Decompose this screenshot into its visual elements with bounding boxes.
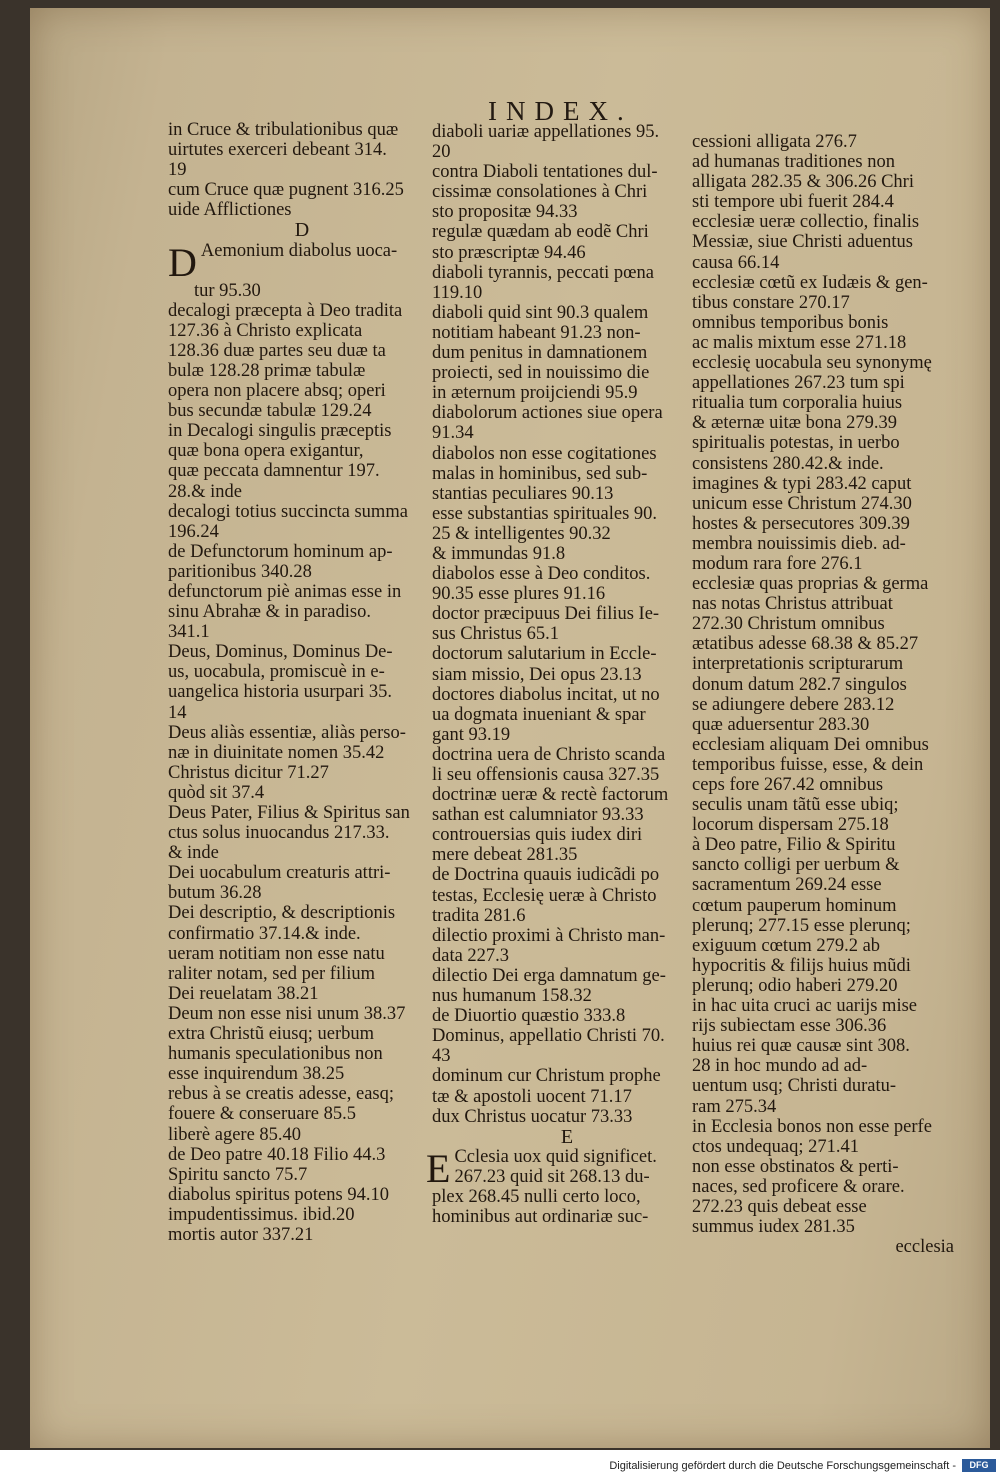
index-line: diaboli tyrannis, peccati pœna — [432, 262, 654, 283]
index-line: diabolus spiritus potens 94.10 — [168, 1184, 389, 1205]
index-line: cissimæ consolationes à Chri — [432, 182, 648, 203]
index-line: Christus dicitur 71.27 — [168, 762, 329, 783]
index-line: alligata 282.35 & 306.26 Chri — [692, 172, 914, 193]
index-line: seculis unam tãtũ esse ubiq; — [692, 795, 899, 816]
index-line: & immundas 91.8 — [432, 543, 566, 564]
index-line: quæ peccata damnentur 197. — [168, 461, 380, 482]
index-line: 267.23 quid sit 268.13 du- — [454, 1166, 650, 1187]
index-line: huius rei quæ causæ sint 308. — [692, 1036, 910, 1057]
index-line: doctrina uera de Christo scanda — [432, 744, 666, 765]
index-line: membra nouissimis dieb. ad- — [692, 533, 906, 554]
entry-group — [168, 301, 436, 1245]
index-line: hostes & persecutores 309.39 — [692, 513, 910, 534]
index-line: tæ & apostoli uocent 71.17 — [432, 1086, 632, 1107]
index-line: diaboli quid sint 90.3 qualem — [432, 302, 649, 323]
index-line: unicum esse Christum 274.30 — [692, 493, 912, 514]
index-line: consistens 280.42.& inde. — [692, 453, 884, 474]
index-line: & æternæ uitæ bona 279.39 — [692, 413, 898, 434]
index-line: doctorum salutarium in Eccle- — [432, 644, 657, 665]
index-line: in Cruce & tribulationibus quæ — [168, 120, 399, 140]
index-line: Deus aliàs essentiæ, aliàs perso- — [168, 722, 406, 743]
index-line: confirmatio 37.14.& inde. — [168, 923, 361, 944]
index-line: 196.24 — [168, 521, 219, 542]
index-line: tur 95.30 — [194, 280, 261, 301]
d-section-opening — [168, 241, 436, 301]
index-line: Dominus, appellatio Christi 70. — [432, 1026, 665, 1047]
footer-bar — [0, 1450, 1000, 1480]
index-line: stantias peculiares 90.13 — [432, 483, 614, 504]
index-line: locorum dispersam 275.18 — [692, 815, 889, 836]
index-line: in æternum proijciendi 95.9 — [432, 383, 638, 404]
entry-group — [432, 1147, 702, 1227]
index-line: sathan est calumniator 93.33 — [432, 805, 644, 826]
index-column-2 — [426, 122, 702, 1228]
index-column-3 — [692, 132, 964, 1257]
index-line: ecclesiæ quas proprias & germa — [692, 574, 929, 595]
index-line: Cclesia uox quid significet. — [454, 1146, 657, 1167]
index-line: 128.36 duæ partes seu duæ ta — [168, 340, 386, 361]
initial-letter-e: E — [426, 1145, 451, 1191]
dfg-logo: DFG — [962, 1459, 996, 1472]
index-line: regulæ quædam ab eodẽ Chri — [432, 222, 649, 243]
index-line: Dei reuelatam 38.21 — [168, 983, 319, 1004]
index-line: ceps fore 267.42 omnibus — [692, 775, 884, 795]
index-line: sacramentum 269.24 esse — [692, 875, 882, 896]
index-line: 43 — [432, 1046, 451, 1067]
index-line: doctor præcipuus Dei filius Ie- — [432, 604, 660, 625]
index-line: 272.30 Christum omnibus — [692, 614, 885, 635]
index-line: decalogi præcepta à Deo tradita — [168, 300, 403, 321]
index-line: esse substantias spirituales 90. — [432, 503, 658, 524]
index-line: modum rara fore 276.1 — [692, 553, 863, 574]
index-line: doctrinæ ueræ & rectè factorum — [432, 785, 669, 806]
catchword: ecclesia — [895, 1237, 954, 1258]
section-letter-e: E — [560, 1125, 574, 1148]
index-line: temporibus fuisse, esse, & dein — [692, 754, 924, 775]
index-line: non esse obstinatos & perti- — [692, 1156, 899, 1177]
index-line: Deum non esse nisi unum 38.37 — [168, 1003, 406, 1024]
index-line: appellationes 267.23 tum spi — [692, 373, 905, 394]
index-line: Deus Pater, Filius & Spiritus san — [168, 803, 410, 823]
index-line: plerunq; odio haberi 279.20 — [692, 975, 898, 996]
index-line: sinu Abrahæ & in paradiso. — [168, 602, 371, 623]
index-line: 28 in hoc mundo ad ad- — [692, 1056, 868, 1077]
index-line: defunctorum piè animas esse in — [168, 581, 402, 602]
index-line: ua dogmata inueniant & spar — [432, 704, 646, 725]
index-line: us, uocabula, promiscuè in e- — [168, 662, 385, 683]
index-line: nus humanum 158.32 — [432, 986, 592, 1007]
index-line: contra Diaboli tentationes dul- — [432, 162, 658, 183]
index-line: liberè agere 85.40 — [168, 1124, 302, 1145]
index-line: siam missio, Dei opus 23.13 — [432, 664, 642, 685]
funding-note: Digitalisierung gefördert durch die Deutsche Forschungsgemeinschaft - — [609, 1460, 956, 1472]
index-line: malas in hominibus, sed sub- — [432, 463, 648, 484]
index-line: ecclesię uocabula seu synonymę — [692, 353, 932, 374]
index-line: decalogi totius succincta summa — [168, 501, 408, 522]
index-column-1 — [168, 120, 436, 1245]
index-line: 19 — [168, 160, 187, 181]
index-line: opera non placere absq; operi — [168, 381, 386, 402]
index-line: summus iudex 281.35 — [692, 1217, 855, 1238]
index-line: ad humanas traditiones non — [692, 152, 895, 173]
index-line: notitiam habeant 91.23 non- — [432, 322, 641, 343]
index-line: in Decalogi singulis præceptis — [168, 421, 392, 442]
index-line: uide Afflictiones — [168, 200, 292, 221]
entry-group — [168, 120, 436, 220]
index-line: gant 93.19 — [432, 724, 511, 745]
index-line: sus Christus 65.1 — [432, 624, 559, 645]
index-line: donum datum 282.7 singulos — [692, 674, 907, 695]
index-line: proiecti, sed in nouissimo die — [432, 363, 650, 384]
index-line: quæ bona opera exigantur, — [168, 441, 364, 462]
index-line: quæ aduersentur 283.30 — [692, 714, 870, 735]
index-line: bulæ 128.28 primæ tabulæ — [168, 360, 366, 381]
index-line: 91.34 — [432, 423, 474, 444]
index-line: ritualia tum corporalia huius — [692, 393, 903, 414]
index-line: Spiritu sancto 75.7 — [168, 1164, 308, 1185]
index-line: ctus solus inuocandus 217.33. — [168, 823, 390, 844]
index-line: Dei uocabulum creaturis attri- — [168, 863, 391, 884]
index-line: impudentissimus. ibid.20 — [168, 1204, 355, 1225]
initial-letter-d: D — [168, 239, 197, 285]
index-line: se adiungere debere 283.12 — [692, 694, 895, 715]
index-line: de Deo patre 40.18 Filio 44.3 — [168, 1144, 386, 1165]
index-line: extra Christũ eiusq; uerbum — [168, 1024, 375, 1045]
page-title: INDEX. — [488, 96, 633, 126]
index-line: plerunq; 277.15 esse plerunq; — [692, 915, 911, 936]
index-line: rijs subiectam esse 306.36 — [692, 1016, 887, 1037]
index-line: dilectio Dei erga damnatum ge- — [432, 965, 666, 986]
index-line: humanis speculationibus non — [168, 1044, 383, 1065]
index-line: dilectio proximi à Christo man- — [432, 925, 666, 946]
index-line: 28.& inde — [168, 481, 242, 502]
index-line: testas, Ecclesię ueræ à Christo — [432, 885, 657, 906]
index-line: in hac uita cruci ac uarijs mise — [692, 996, 917, 1017]
index-line: næ in diuinitate nomen 35.42 — [168, 742, 385, 763]
index-line: ecclesiam aliquam Dei omnibus — [692, 734, 929, 755]
index-line: exiguum cœtum 279.2 ab — [692, 935, 881, 956]
index-line: sancto colligi per uerbum & — [692, 855, 900, 876]
index-line: ecclesiæ cœtũ ex Iudæis & gen- — [692, 272, 928, 293]
index-line: cum Cruce quæ pugnent 316.25 — [168, 180, 404, 201]
index-line: diaboli uariæ appellationes 95. — [432, 122, 660, 142]
index-line: spiritualis potestas, in uerbo — [692, 433, 900, 454]
index-line: rebus à se creatis adesse, easq; — [168, 1084, 395, 1105]
index-line: & inde — [168, 843, 219, 864]
index-line: paritionibus 340.28 — [168, 561, 312, 582]
index-line: hypocritis & filijs huius mũdi — [692, 955, 911, 976]
index-line: bus secundæ tabulæ 129.24 — [168, 401, 372, 422]
index-line: uangelica historia usurpari 35. — [168, 682, 392, 703]
index-line: causa 66.14 — [692, 252, 780, 273]
index-line: sto præscriptæ 94.46 — [432, 242, 586, 263]
index-line: ueram notitiam non esse natu — [168, 943, 385, 964]
index-line: 341.1 — [168, 622, 210, 643]
index-line: 14 — [168, 702, 187, 723]
index-line: butum 36.28 — [168, 883, 262, 904]
index-line: ac malis mixtum esse 271.18 — [692, 332, 907, 353]
index-line: raliter notam, sed per filium — [168, 963, 376, 984]
index-line: esse inquirendum 38.25 — [168, 1064, 345, 1085]
index-line: tradita 281.6 — [432, 905, 526, 926]
index-line: cœtum pauperum hominum — [692, 895, 897, 916]
index-line: 25 & intelligentes 90.32 — [432, 523, 611, 544]
index-line: sto propositæ 94.33 — [432, 202, 578, 223]
index-line: in Ecclesia bonos non esse perfe — [692, 1116, 932, 1137]
index-line: Dei descriptio, & descriptionis — [168, 903, 396, 924]
index-line: interpretationis scripturarum — [692, 654, 904, 675]
index-line: ram 275.34 — [692, 1096, 777, 1117]
index-line: data 227.3 — [432, 945, 510, 966]
index-line: uirtutes exerceri debeant 314. — [168, 140, 387, 161]
index-line: li seu offensionis causa 327.35 — [432, 765, 660, 785]
entry-group — [692, 132, 964, 1237]
index-line: mortis autor 337.21 — [168, 1224, 314, 1245]
index-line: 20 — [432, 142, 451, 163]
index-line: naces, sed proficere & orare. — [692, 1176, 905, 1197]
index-line: dominum cur Christum prophe — [432, 1066, 661, 1087]
index-line: à Deo patre, Filio & Spiritu — [692, 835, 896, 856]
index-line: Deus, Dominus, Dominus De- — [168, 642, 393, 663]
e-section-opening — [426, 1145, 702, 1228]
index-line: diabolos non esse cogitationes — [432, 443, 657, 464]
index-line: 272.23 quis debeat esse — [692, 1196, 867, 1217]
index-line: fouere & conseruare 85.5 — [168, 1104, 356, 1125]
index-line: nas notas Christus attribuat — [692, 594, 893, 615]
index-line: ctos undequaq; 271.41 — [692, 1136, 859, 1157]
entry-group — [432, 122, 702, 1127]
index-line: dux Christus uocatur 73.33 — [432, 1106, 633, 1127]
index-line: diabolos esse à Deo conditos. — [432, 564, 651, 585]
index-line: hominibus aut ordinariæ suc- — [432, 1207, 649, 1228]
index-line: de Diuortio quæstio 333.8 — [432, 1006, 626, 1027]
index-line: plex 268.45 nulli certo loco, — [432, 1186, 641, 1207]
index-line: sti tempore ubi fuerit 284.4 — [692, 192, 894, 213]
index-line: Aemonium diabolus uoca- — [200, 240, 398, 261]
index-line: 127.36 à Christo explicata — [168, 320, 363, 341]
index-line: de Doctrina quauis iudicãdi po — [432, 865, 660, 886]
index-line: doctores diabolus incitat, ut no — [432, 684, 660, 705]
index-line: Messiæ, siue Christi aduentus — [692, 232, 913, 253]
index-line: dum penitus in damnationem — [432, 343, 648, 364]
index-line: 119.10 — [432, 282, 483, 303]
index-line: controuersias quis iudex diri — [432, 825, 643, 846]
index-line: ecclesiæ ueræ collectio, finalis — [692, 212, 920, 233]
index-line: mere debeat 281.35 — [432, 845, 578, 866]
index-line: tibus constare 270.17 — [692, 292, 850, 313]
index-line: quòd sit 37.4 — [168, 782, 265, 803]
index-line: diabolorum actiones siue opera — [432, 403, 663, 424]
index-line: cessioni alligata 276.7 — [692, 132, 857, 152]
index-line: 90.35 esse plures 91.16 — [432, 584, 606, 605]
index-line: omnibus temporibus bonis — [692, 312, 889, 333]
book-page — [30, 8, 990, 1448]
index-line: ætatibus adesse 68.38 & 85.27 — [692, 634, 919, 655]
section-letter-d: D — [294, 219, 310, 242]
index-line: imagines & typi 283.42 caput — [692, 473, 912, 494]
index-line: uentum usq; Christi duratu- — [692, 1076, 896, 1097]
index-line: de Defunctorum hominum ap- — [168, 541, 393, 562]
